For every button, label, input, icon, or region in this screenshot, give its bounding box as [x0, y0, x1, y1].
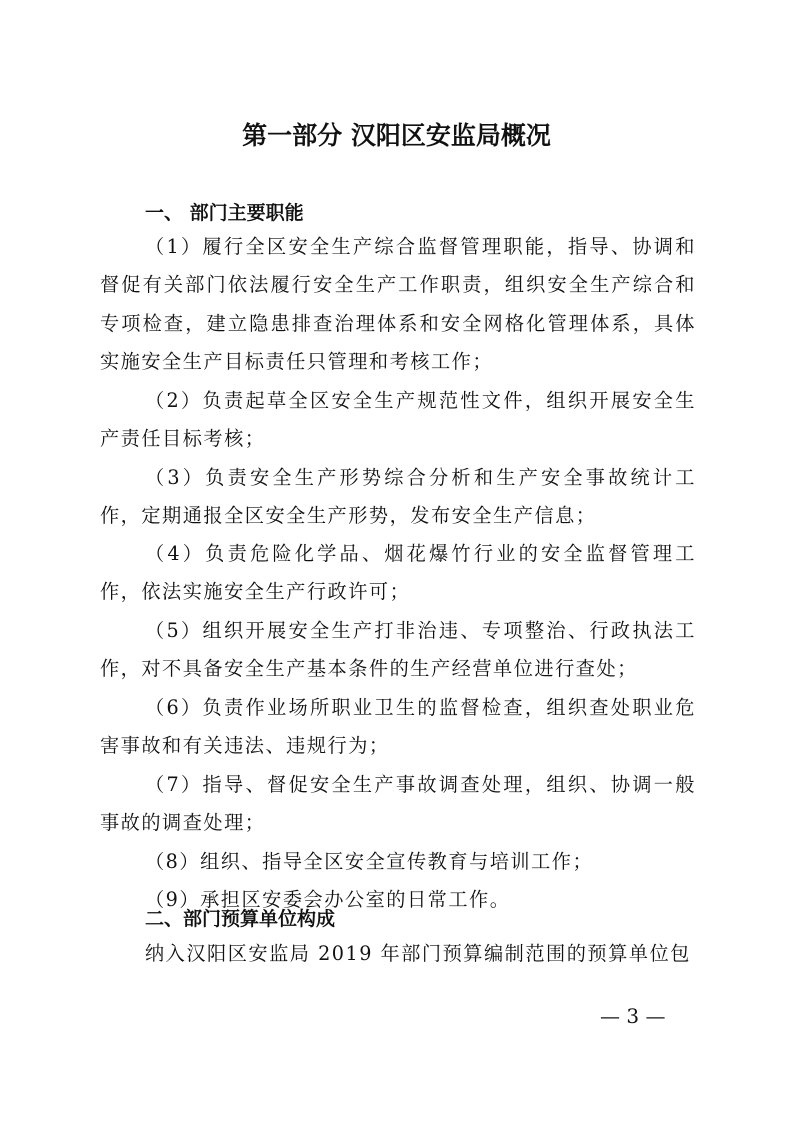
function-item-9: （9）承担区安委会办公室的日常工作。: [145, 888, 511, 911]
function-item-3: （3）负责安全生产形势综合分析和生产安全事故统计工作，定期通报全区安全生产形势，发布安全生产信息；: [100, 466, 696, 528]
section-heading-functions: 一、 部门主要职能: [145, 202, 304, 224]
section-heading-units: 二、部门预算单位构成: [145, 908, 336, 930]
page-number: — 3 —: [600, 1004, 666, 1028]
function-item-1: （1）履行全区安全生产综合监督管理职能，指导、协调和督促有关部门依法履行安全生产工作职责，组织安全生产综合和专项检查，建立隐患排查治理体系和安全网格化管理体系，具体实施安全生产目标责任只管理和考核工作；: [100, 235, 696, 374]
page-title: 第一部分 汉阳区安监局概况: [242, 121, 551, 150]
section-units-text: 纳入汉阳区安监局 2019 年部门预算编制范围的预算单位包: [145, 942, 691, 965]
function-item-8: （8）组织、指导全区安全宣传教育与培训工作；: [145, 850, 594, 873]
function-item-4: （4）负责危险化学品、烟花爆竹行业的安全监督管理工作，依法实施安全生产行政许可；: [100, 542, 696, 604]
function-item-7: （7）指导、督促安全生产事故调查处理，组织、协调一般事故的调查处理；: [100, 773, 696, 835]
function-item-2: （2）负责起草全区安全生产规范性文件，组织开展安全生产责任目标考核；: [100, 389, 696, 451]
function-item-6: （6）负责作业场所职业卫生的监督检查，组织查处职业危害事故和有关违法、违规行为；: [100, 696, 696, 758]
function-item-5: （5）组织开展安全生产打非治违、专项整治、行政执法工作，对不具备安全生产基本条件的生产经营单位进行查处；: [100, 619, 696, 681]
